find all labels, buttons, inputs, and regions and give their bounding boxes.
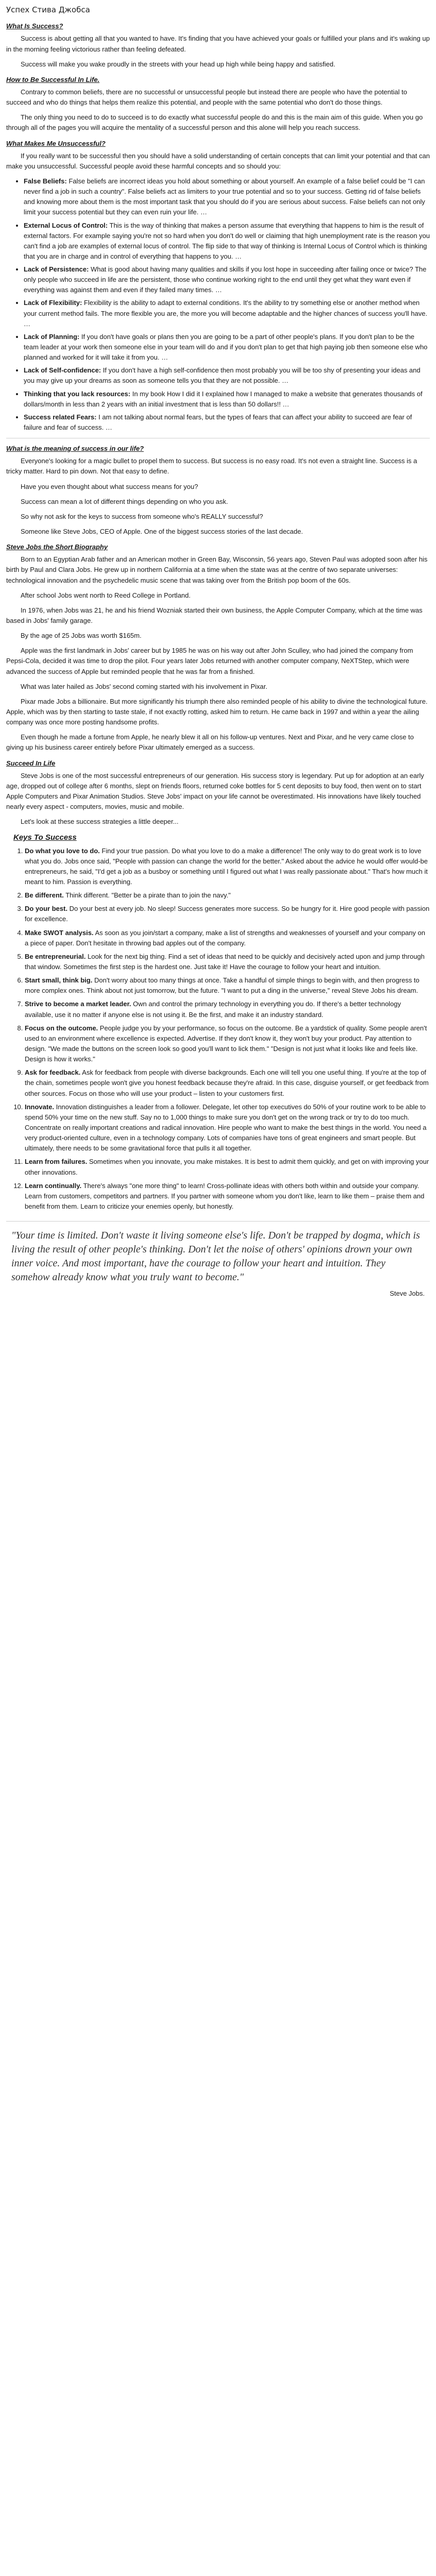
list-item-term: Lack of Self-confidence: (24, 366, 101, 375)
paragraph: So why not ask for the keys to success from someone who's REALLY successful? (21, 512, 263, 520)
key-text: Look for the next big thing. Find a set of ideas that need to be quickly and decisively acted upon and jump through that window. Sometimes the first step is the hardest one. Just take it! Have the courage to follow your heart and intuition. (25, 952, 425, 971)
paragraph: Even though he made a fortune from Apple, he nearly blew it all on his follow-up ventures. Next and Pixar, and he very came close to giving up his business career entirely before Pixar ultimately emerged as a success. (6, 733, 414, 752)
key-text: As soon as you join/start a company, make a list of strengths and weaknesses of yourself and your company on a piece of paper. Don't hesitate in throwing bad apples out of the company. (25, 928, 426, 947)
succeed-paragraphs (6, 771, 430, 827)
key-item (25, 1067, 430, 1098)
key-term: Be entrepreneurial. (25, 952, 86, 960)
key-item (25, 1102, 430, 1154)
key-term: Start small, think big. (25, 976, 93, 985)
list-item-text: If you don't have goals or plans then you are going to be a part of other people's plans. If you don't plan to be the team leader at your work then someone else in your team will do and if you don't plan to get that high paying job then someone else who planned and worked for it will take it from you. … (24, 332, 428, 362)
list-item-text: I am not talking about normal fears, but the types of fears that can affect your ability to succeed are fear of failure and fear of success. … (24, 413, 412, 432)
obstacles-list (6, 176, 430, 433)
paragraph: By the age of 25 Jobs was worth $165m. (21, 632, 142, 640)
biography-paragraphs (6, 554, 430, 753)
page-title: Успех Стива Джобса (6, 5, 90, 14)
section-heading-biography: Steve Jobs the Short Biography (6, 543, 108, 551)
paragraph: Success is about getting all that you wanted to have. It's finding that you have achieved your goals or fulfilled your plans and it's waking up in the morning feeling victorious rather than feeling defeated. (6, 35, 430, 53)
list-item (24, 412, 430, 433)
key-term: Learn from failures. (25, 1158, 88, 1166)
quote-box (6, 1221, 430, 1299)
key-term: Innovate. (25, 1103, 55, 1111)
key-term: Do what you love to do. (25, 846, 100, 855)
key-text: Think different. "Better be a pirate than to join the navy." (65, 891, 231, 900)
list-item-text: If you don't have a high self-confidence then most probably you will be too shy of presenting your ideas and you may give up your dreams as soon as someone tells you that they are not possible. … (24, 366, 421, 385)
list-item (24, 332, 430, 363)
intro-sections (6, 21, 430, 172)
key-term: Focus on the outcome. (25, 1024, 98, 1032)
paragraph: Steve Jobs is one of the most successful entrepreneurs of our generation. His success story is legendary. Put up for adoption at an early age, dropped out of college after 6 months, slept on friends floors, returned coke bottles for 5 cent deposits to buy food, then went on to start Apple Computers and Pixar Animation Studios. Steve Jobs' impact on your life cannot be overestimated. His innovations have likely touched nearly every aspect - computers, movies, music and mobile. (6, 771, 424, 811)
key-text: Innovation distinguishes a leader from a follower. Delegate, let other top executives do 50% of your routine work to be able to spend 50% your time on the new stuff. Say no to 1,000 things to make sure you don't get on the wrong track or try to do too much. Concentrate on really important creations and radical innovation. Hire people who want to make the best things in the world. You need a very product-oriented culture, even in a technology company. Lots of companies have tons of great engineers and smart people. But ultimately, there needs to be some gravitational force that pulls it all together. (25, 1103, 427, 1153)
section-heading: What Is Success? (6, 22, 63, 30)
key-item (25, 952, 430, 972)
paragraph: Let's look at these success strategies a little deeper... (21, 818, 179, 826)
list-item (24, 176, 430, 218)
key-item (25, 999, 430, 1020)
key-item (25, 904, 430, 924)
paragraph: Success can mean a lot of different things depending on who you ask. (21, 497, 229, 505)
key-text: Sometimes when you innovate, you make mistakes. It is best to admit them quickly, and get on with improving your other innovations. (25, 1158, 429, 1176)
list-item (24, 365, 430, 386)
paragraph: In 1976, when Jobs was 21, he and his friend Wozniak started their own business, the Apple Computer Company, which at the time was based in Jobs' family garage. (6, 606, 423, 624)
key-term: Be different. (25, 891, 64, 900)
key-item (25, 846, 430, 888)
list-item-text: False beliefs are incorrect ideas you hold about something or about yourself. An example of a false belief could be "I can never find a job in such a country". False beliefs act as limiters to your true potential and so to your success. Getting rid of false beliefs and knowing more about them is the most important task that you should do if you are serious about success. False beliefs can not only limit your success potential but they can even ruin your life. … (24, 177, 425, 216)
key-item (25, 1157, 430, 1177)
section-heading-succeed: Succeed In Life (6, 759, 56, 767)
list-item-text: This is the way of thinking that makes a person assume that everything that happens to him is the result of external factors. For example saying you're not so hard when you don't do well or claiming that high unemployment rate is the reason you can't find a job are examples of external locus of control. The flip side to that way of thinking is Internal Locus of Control which is thinking that you are in charge and in control of everything that happens to you. … (24, 221, 430, 260)
list-item-term: Lack of Flexibility: (24, 299, 82, 307)
key-item (25, 1023, 430, 1065)
quote-author: Steve Jobs. (390, 1290, 425, 1298)
list-item-term: Thinking that you lack resources: (24, 389, 131, 398)
key-term: Make SWOT analysis. (25, 928, 94, 937)
section-heading: What Makes Me Unsuccessful? (6, 139, 106, 147)
key-text: Don't worry about too many things at once. Take a handful of simple things to begin with, and then progress to more complex ones. Think about not just tomorrow, but the future. "I want to put a ding in the universe," reveal Steve Jobs his dream. (25, 976, 420, 995)
list-item-term: False Beliefs: (24, 177, 67, 185)
list-item (24, 389, 430, 410)
key-term: Do your best. (25, 905, 68, 913)
key-text: Ask for feedback from people with diverse backgrounds. Each one will tell you one useful thing. If you're at the top of the chain, sometimes people won't give you honest feedback because they're afraid. In this case, disguise yourself, or get feedback from other sources. Focus on those who will use your product – listen to your customers first. (25, 1069, 429, 1097)
section-heading: How to Be Successful In Life. (6, 75, 100, 83)
key-term: Learn continually. (25, 1181, 82, 1190)
paragraph: Contrary to common beliefs, there are no successful or unsuccessful people but instead there are people who have the potential to succeed and who do things that helps them realize this potential, and people with the same potential who don't do those things. (6, 88, 407, 107)
key-term: Ask for feedback. (25, 1069, 81, 1077)
key-text: People judge you by your performance, so focus on the outcome. Be a yardstick of quality. Some people aren't used to an environment where excellence is expected. Advertise. If they don't know it, they won't buy your product. Pay attention to design. "We made the buttons on the screen look so good you'll want to lick them." "Design is not just what it looks like and feels like. Design is how it works." (25, 1024, 427, 1063)
key-item (25, 890, 430, 901)
list-item-text: Flexibility is the ability to adapt to external conditions. It's the ability to try something else or another method when your current method fails. The more flexible you are, the more you will become adaptable and the higher chances of success you'll have. … (24, 299, 428, 328)
keys-list (6, 846, 430, 1212)
list-item-term: Lack of Persistence: (24, 265, 89, 274)
paragraph: After school Jobs went north to Reed College in Portland. (21, 591, 191, 599)
key-term: Strive to become a market leader. (25, 1000, 131, 1008)
list-item-term: External Locus of Control: (24, 221, 108, 229)
paragraph: Everyone's looking for a magic bullet to propel them to success. But success is no easy road. It's not even a straight line. Success is a tricky matter. Hard to pin down. Not that easy to define. (6, 457, 417, 476)
paragraph: Pixar made Jobs a billionaire. But more significantly his triumph there also reminded people of his ability to divine the technological future. Apple, which was by then starting to taste stale, if not exactly rotting, asked him to return. He came back in 1997 and within a year the ailing company was once more posting handsome profits. (6, 697, 428, 726)
key-item (25, 928, 430, 948)
list-item (24, 298, 430, 329)
paragraph: Apple was the first landmark in Jobs' career but by 1985 he was on his way out after John Sculley, who had joined the company from Pepsi-Cola, decided it was time to drop the pilot. Four years later Jobs returned with another computer company, NeXTStep, which were advanced the success of Apple but reminded people that he was far from a finished. (6, 647, 413, 675)
list-item (24, 264, 430, 295)
keys-heading: Keys To Success (13, 833, 77, 842)
key-item (25, 1181, 430, 1212)
paragraph: The only thing you need to do to succeed is to do exactly what successful people do and this is the main aim of this guide. When you go through all of the pages you will acquire the mentality of a successful person and this alone will help you reach success. (6, 113, 423, 132)
list-item-text: In my book How I did it I explained how I managed to make a website that generates thousands of dollars/month in less than 2 years with an initial investment that is less than 50 dollars!! … (24, 389, 423, 408)
key-text: Own and control the primary technology in everything you do. If there's a better technology available, use it no matter if anyone else is not using it. Be the first, and make it an industry standard. (25, 1000, 401, 1019)
list-item (24, 221, 430, 262)
key-text: Find your true passion. Do what you love to do a make a difference! The only way to do great work is to love what you do. Jobs once said, "People with passion can change the world for the better." Asked about the advice he would offer would-be entrepreneurs, he said, "I'd get a job as a busboy or something until I figured out what I was really passionate about." That's how much it meant to him. Passion is everything. (25, 846, 428, 886)
paragraph: Have you even thought about what success means for you? (21, 482, 198, 490)
section-heading-meaning: What is the meaning of success in our life? (6, 445, 144, 453)
paragraph: If you really want to be successful then you should have a solid understanding of certain concepts that can limit your potential and that can make you unsuccessful. Successful people avoid these harmful concepts and so should you: (6, 151, 430, 170)
list-item-term: Success related Fears: (24, 413, 97, 421)
paragraph: What was later hailed as Jobs' second coming started with his involvement in Pixar. (21, 682, 268, 690)
key-text: Do your best at every job. No sleep! Success generates more success. So be hungry for it. Hire good people with passion for excellence. (25, 905, 430, 923)
quote-text: "Your time is limited. Don't waste it living someone else's life. Don't be trapped by dogma, which is living the result of other people's thinking. Don't let the noise of others' opinions drown your own inner voice. And most important, have the courage to follow your heart and intuition. They somehow already know what you truly want to become." (11, 1230, 420, 1283)
paragraph: Born to an Egyptian Arab father and an American mother in Green Bay, Wisconsin, 56 years ago, Steven Paul was adopted soon after his birth by Paul and Clara Jobs. He grew up in northern California at a time when the state was at the centre of two separate universes: technological innovation and the psychedelic music scene that was taking over from the British pop boom of the 60s. (6, 555, 428, 584)
paragraph: Someone like Steve Jobs, CEO of Apple. One of the biggest success stories of the last decade. (21, 528, 303, 536)
key-text: There's always "one more thing" to learn! Cross-pollinate ideas with others both within and outside your company. Learn from customers, competitors and partners. If you partner with someone whom you don't like, learn to like them – praise them and benefit from them. Learn to criticize your enemies openly, but honestly. (25, 1181, 425, 1210)
key-item (25, 975, 430, 996)
list-item-text: What is good about having many qualities and skills if you lost hope in succeeding after failing once or twice? The only people who succeed in life are the persistent, those who continue working right to the end until they get what they want even if everything was against them and even if they failed many times. … (24, 265, 427, 294)
list-item-term: Lack of Planning: (24, 332, 80, 341)
paragraph: Success will make you wake proudly in the streets with your head up high while being happy and satisfied. (21, 60, 336, 68)
meaning-paragraphs (6, 456, 430, 537)
